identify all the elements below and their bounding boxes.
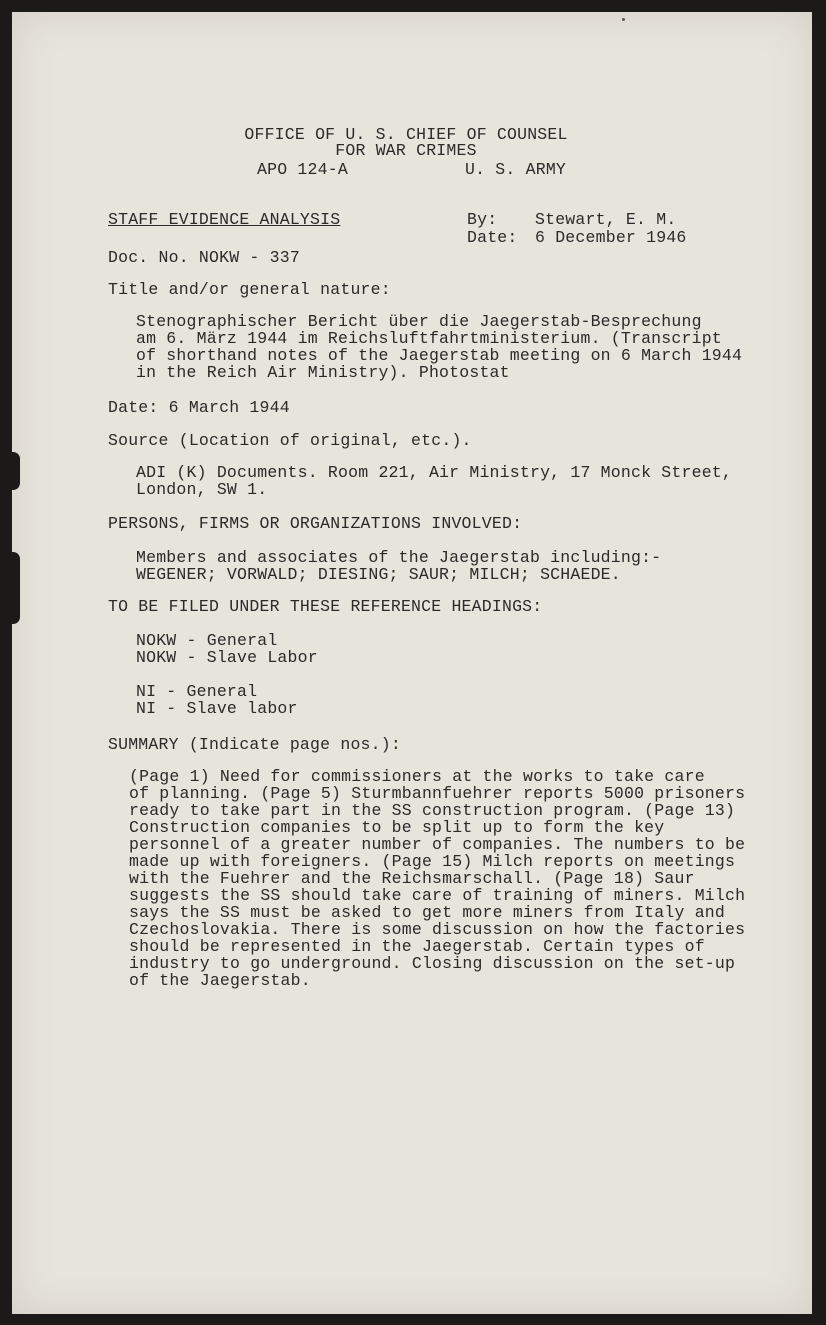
analysis-title: STAFF EVIDENCE ANALYSIS — [108, 210, 341, 229]
summary-line: ready to take part in the SS construction program. (Page 13) — [129, 801, 736, 820]
headings-label: TO BE FILED UNDER THESE REFERENCE HEADINGS: — [108, 597, 543, 616]
source-line: ADI (K) Documents. Room 221, Air Ministry, 17 Monck Street, — [136, 463, 732, 482]
summary-line: (Page 1) Need for commissioners at the works to take care — [129, 767, 705, 786]
summary-line: Czechoslovakia. There is some discussion on how the factories — [129, 920, 746, 939]
title-line: Stenographischer Bericht über die Jaegerstab-Besprechung — [136, 312, 702, 331]
torn-edge — [6, 452, 20, 490]
summary-line: made up with foreigners. (Page 15) Milch reports on meetings — [129, 852, 736, 871]
heading-item: NOKW - Slave Labor — [136, 648, 318, 667]
source-line: London, SW 1. — [136, 480, 268, 499]
summary-line: personnel of a greater number of companies. The numbers to be — [129, 835, 746, 854]
title-line: am 6. März 1944 im Reichsluftfahrtministerium. (Transcript — [136, 329, 722, 348]
summary-line: suggests the SS should take care of training of miners. Milch — [129, 886, 746, 905]
header-apo: APO 124-A — [257, 160, 348, 179]
title-line: in the Reich Air Ministry). Photostat — [136, 363, 510, 382]
summary-line: Construction companies to be split up to form the key — [129, 818, 665, 837]
header-line-1: OFFICE OF U. S. CHIEF OF COUNSEL — [244, 125, 568, 144]
summary-line: of the Jaegerstab. — [129, 971, 311, 990]
summary-line: of planning. (Page 5) Sturmbannfuehrer reports 5000 prisoners — [129, 784, 746, 803]
title-line: of shorthand notes of the Jaegerstab meeting on 6 March 1944 — [136, 346, 743, 365]
date-label: Date: — [467, 228, 518, 247]
summary-line: industry to go underground. Closing discussion on the set-up — [129, 954, 736, 973]
speck — [622, 18, 625, 21]
by-value: Stewart, E. M. — [535, 210, 677, 229]
heading-item: NOKW - General — [136, 631, 278, 650]
date-value: 6 December 1946 — [535, 228, 687, 247]
document-page — [12, 12, 812, 1314]
title-label: Title and/or general nature: — [108, 280, 391, 299]
persons-line: WEGENER; VORWALD; DIESING; SAUR; MILCH; SCHAEDE. — [136, 565, 621, 584]
persons-line: Members and associates of the Jaegerstab including:- — [136, 548, 662, 567]
persons-label: PERSONS, FIRMS OR ORGANIZATIONS INVOLVED: — [108, 514, 523, 533]
heading-item: NI - Slave labor — [136, 699, 298, 718]
header-line-2: FOR WAR CRIMES — [335, 141, 477, 160]
source-label: Source (Location of original, etc.). — [108, 431, 472, 450]
date-line: Date: 6 March 1944 — [108, 398, 290, 417]
torn-edge — [6, 552, 20, 624]
doc-number: Doc. No. NOKW - 337 — [108, 248, 300, 267]
summary-line: with the Fuehrer and the Reichsmarschall. (Page 18) Saur — [129, 869, 695, 888]
summary-label: SUMMARY (Indicate page nos.): — [108, 735, 401, 754]
summary-line: says the SS must be asked to get more miners from Italy and — [129, 903, 725, 922]
heading-item: NI - General — [136, 682, 258, 701]
by-label: By: — [467, 210, 498, 229]
summary-line: should be represented in the Jaegerstab. Certain types of — [129, 937, 705, 956]
header-army: U. S. ARMY — [465, 160, 567, 179]
